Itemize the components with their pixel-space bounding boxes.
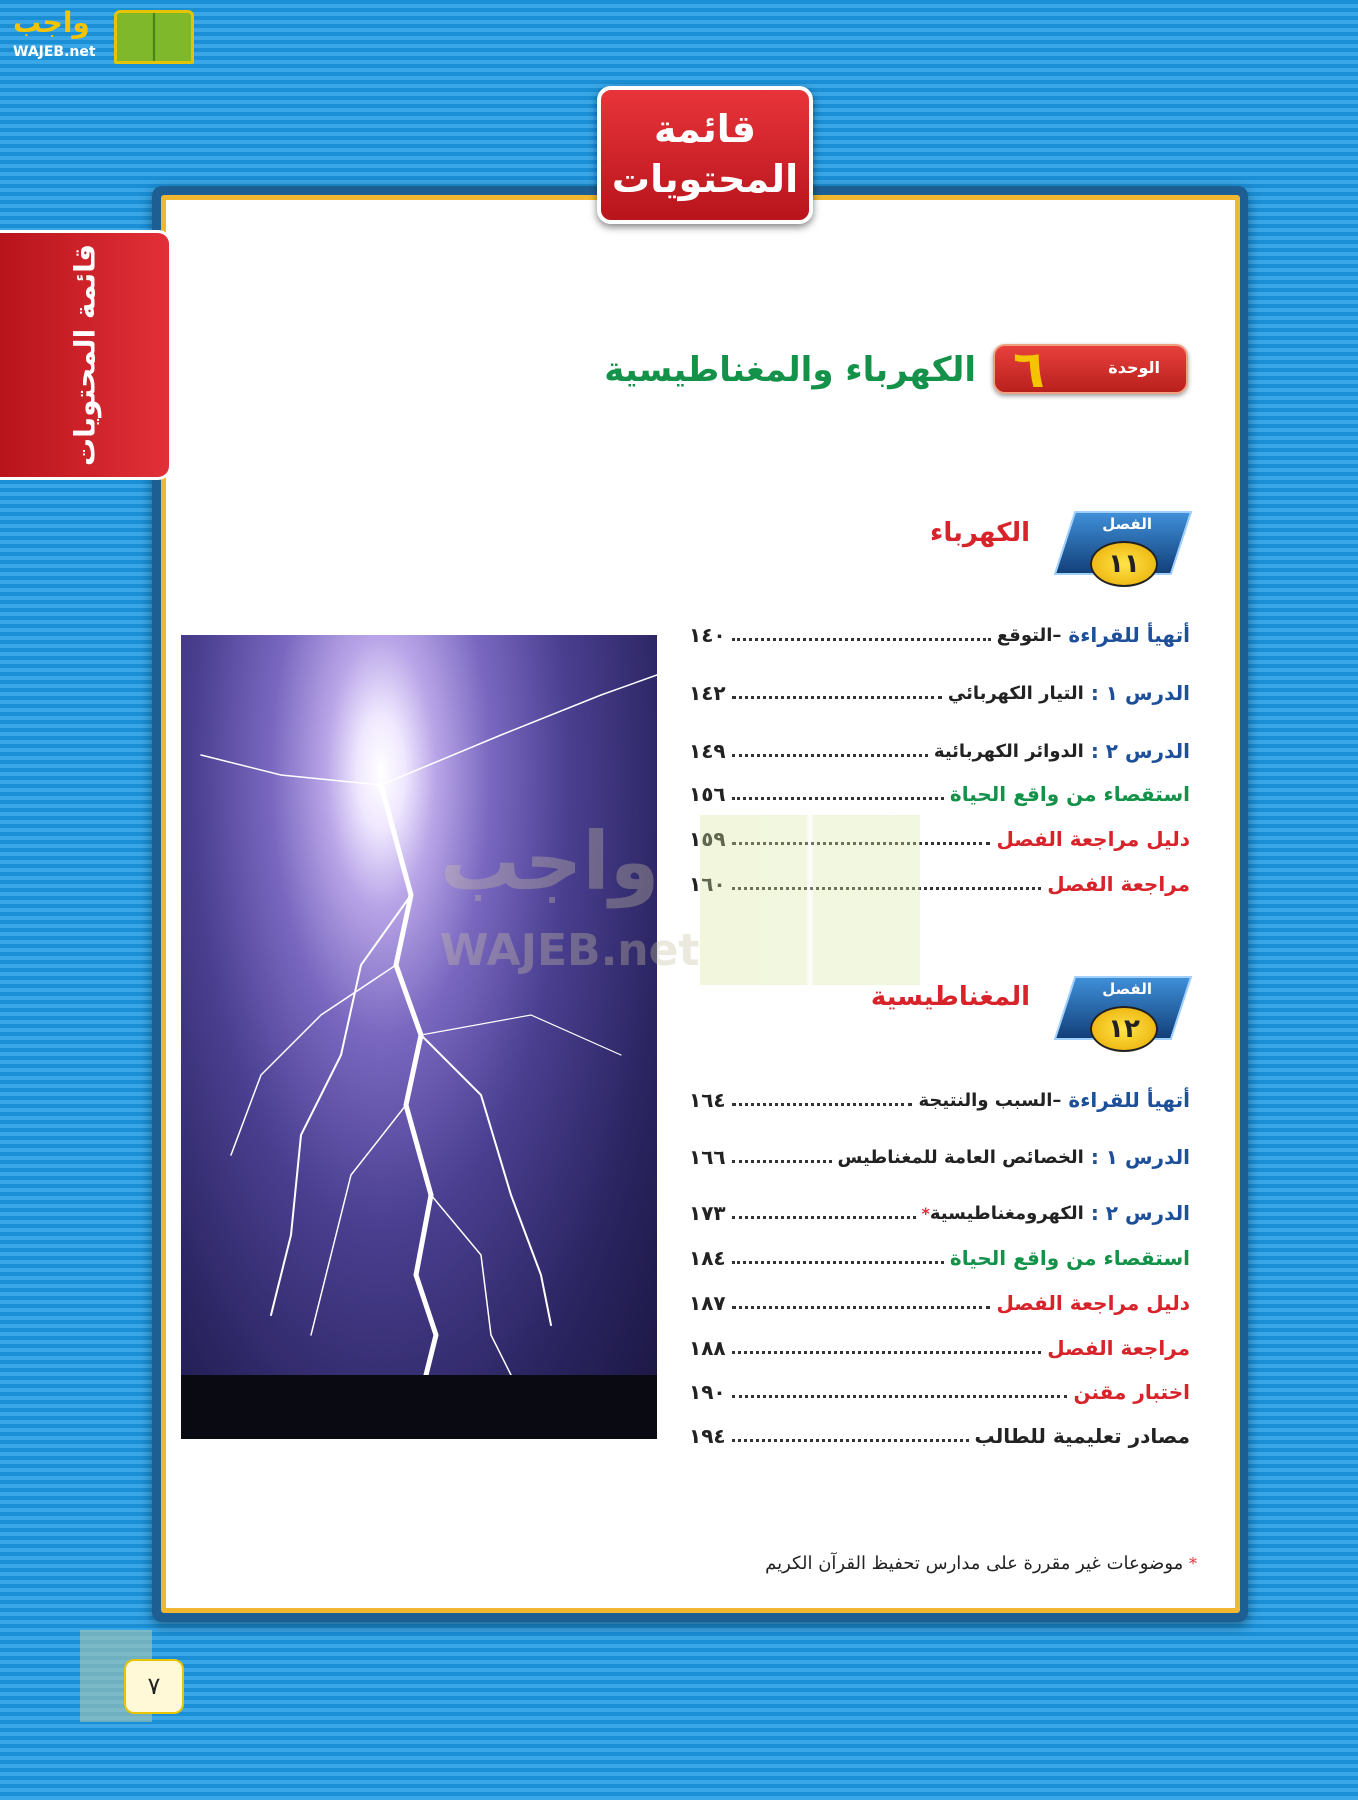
toc-entry[interactable] [689, 734, 1190, 768]
entry-heading: دليل مراجعة الفصل [996, 1291, 1190, 1315]
chapter-number: ١١ [1090, 541, 1158, 587]
unit-banner [993, 340, 1188, 400]
entry-heading: مراجعة الفصل [1047, 872, 1190, 896]
dot-leader [732, 887, 1042, 890]
page-ref: ١٧٣ [689, 1201, 726, 1225]
toc-entry[interactable] [689, 1140, 1190, 1174]
entry-heading: أتهيأ للقراءة [1068, 623, 1190, 647]
watermark: واجب WAJEB.net [440, 815, 930, 985]
toc-entry[interactable] [689, 1286, 1190, 1320]
chapter-11-badge [1054, 511, 1182, 589]
chapter-number: ١٢ [1090, 1006, 1158, 1052]
entry-heading: اختبار مقنن [1073, 1380, 1190, 1404]
toc-entry[interactable] [689, 618, 1190, 652]
logo-arabic: واجب [13, 6, 90, 39]
chapter-label: الفصل [1102, 515, 1152, 533]
page-ref: ١٨٧ [689, 1291, 726, 1315]
dot-leader [732, 638, 991, 641]
page-number: ٧ [124, 1659, 184, 1714]
side-tab [0, 230, 172, 480]
logo-latin: WAJEB.net [13, 44, 96, 60]
dot-leader [732, 842, 991, 845]
page-ref: ١٩٤ [689, 1424, 726, 1448]
entry-heading: الدرس ١ : [1090, 681, 1190, 705]
entry-subtitle: التيار الكهربائي [947, 682, 1084, 704]
dot-leader [732, 754, 928, 757]
chapter-12-badge [1054, 976, 1182, 1054]
toc-entry[interactable] [689, 867, 1190, 901]
toc-entry[interactable] [689, 1331, 1190, 1365]
entry-heading: مصادر تعليمية للطالب [974, 1424, 1190, 1448]
entry-heading: مراجعة الفصل [1047, 1336, 1190, 1360]
dot-leader [732, 1306, 991, 1309]
unit-title: الكهرباء والمغناطيسية [604, 350, 976, 390]
chapter-label: الفصل [1102, 980, 1152, 998]
dot-leader [732, 797, 944, 800]
toc-entry[interactable] [689, 822, 1190, 856]
toc-entry[interactable] [689, 777, 1190, 811]
page-ref: ١٥٦ [689, 782, 726, 806]
toc-entry[interactable] [689, 1375, 1190, 1409]
chapter-11-title: الكهرباء [930, 518, 1030, 548]
dot-leader [732, 1261, 944, 1264]
dot-leader [732, 1216, 916, 1219]
entry-subtitle: –السبب والنتيجة [918, 1089, 1062, 1111]
toc-entry[interactable] [689, 676, 1190, 710]
entry-heading: الدرس ١ : [1090, 1145, 1190, 1169]
page-ref: ١٨٨ [689, 1336, 726, 1360]
page-ref: ١٩٠ [689, 1380, 726, 1404]
page-ref: ١٦٦ [689, 1145, 726, 1169]
toc-entry[interactable] [689, 1241, 1190, 1275]
page-ref: ١٤٢ [689, 681, 726, 705]
dot-leader [732, 1351, 1042, 1354]
page-ref: ١٦٤ [689, 1088, 726, 1112]
wajeb-logo[interactable] [9, 6, 189, 66]
footnote: * موضوعات غير مقررة على مدارس تحفيظ القرآن الكريم [765, 1553, 1197, 1574]
lightning-photo [181, 635, 657, 1439]
entry-heading: الدرس ٢ : [1090, 739, 1190, 763]
page-ref: ١٤٩ [689, 739, 726, 763]
dot-leader [732, 1103, 913, 1106]
page-ref: ١٦٠ [689, 872, 726, 896]
chapter-12-title: المغناطيسية [870, 982, 1030, 1012]
page-ref: ١٤٠ [689, 623, 726, 647]
entry-heading: استقصاء من واقع الحياة [949, 782, 1190, 806]
unit-number: ٦ [1013, 340, 1045, 400]
entry-subtitle: الخصائص العامة للمغناطيس [837, 1146, 1084, 1168]
toc-entry[interactable] [689, 1196, 1190, 1230]
toc-entry[interactable] [689, 1419, 1190, 1453]
entry-heading: استقصاء من واقع الحياة [949, 1246, 1190, 1270]
entry-subtitle: –التوقع [996, 624, 1062, 646]
entry-subtitle: الكهرومغناطيسية [929, 1202, 1084, 1224]
asterisk-icon: * [921, 1203, 930, 1223]
page-ref: ١٨٤ [689, 1246, 726, 1270]
entry-subtitle: الدوائر الكهربائية [933, 740, 1084, 762]
dot-leader [732, 1395, 1068, 1398]
entry-heading: أتهيأ للقراءة [1068, 1088, 1190, 1112]
toc-entry[interactable] [689, 1083, 1190, 1117]
unit-label: الوحدة [1108, 358, 1160, 377]
dot-leader [732, 696, 942, 699]
book-icon [114, 10, 194, 64]
side-tab-label: قائمة المحتويات [68, 243, 101, 467]
dot-leader [732, 1439, 969, 1442]
entry-heading: دليل مراجعة الفصل [996, 827, 1190, 851]
page-title: قائمة المحتويات [597, 86, 813, 224]
dot-leader [732, 1160, 832, 1163]
page-ref: ١٥٩ [689, 827, 726, 851]
entry-heading: الدرس ٢ : [1090, 1201, 1190, 1225]
